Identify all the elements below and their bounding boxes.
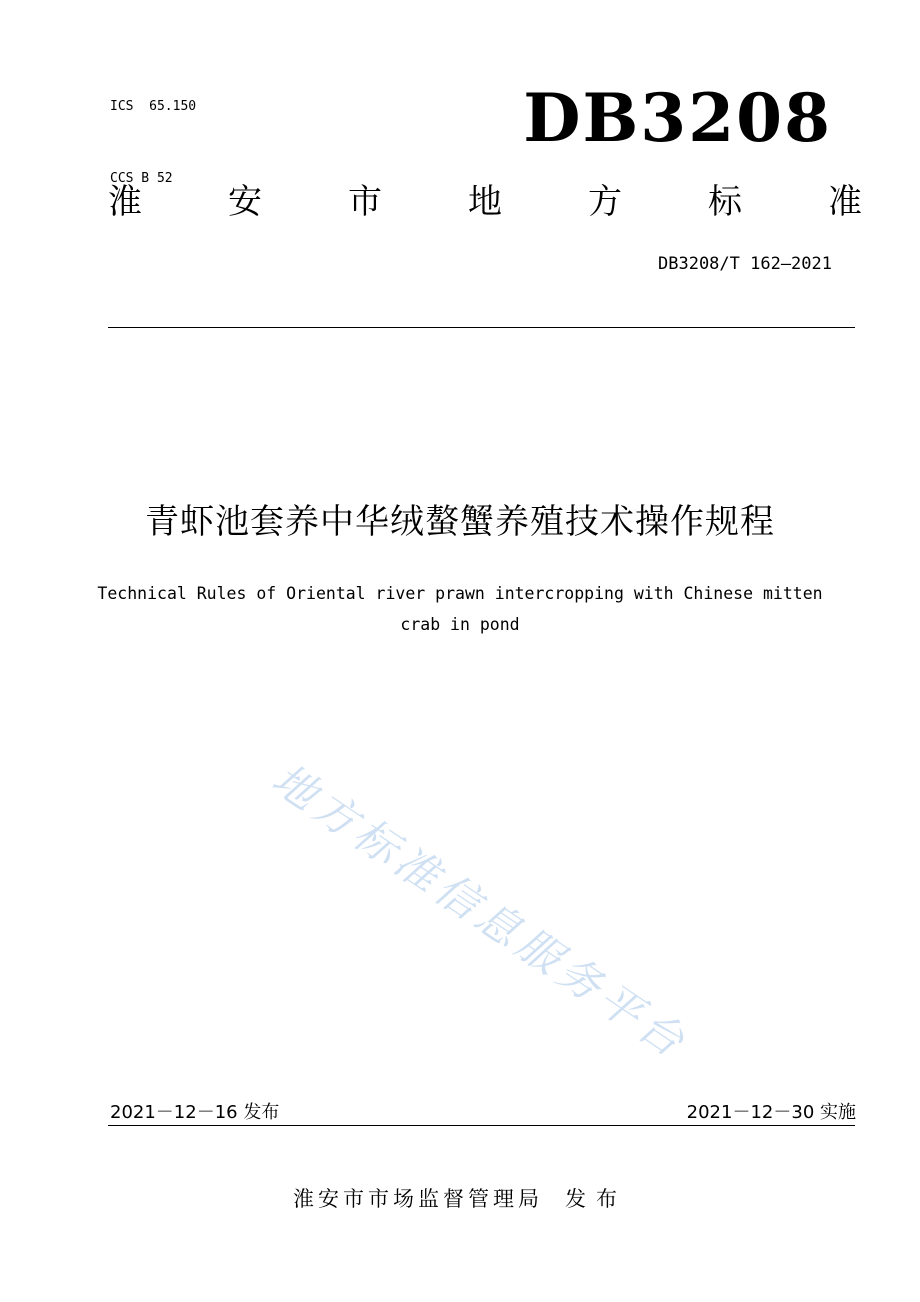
- english-title-line: Technical Rules of Oriental river prawn intercropping with Chinese mitten: [97, 584, 823, 603]
- standard-code-mark: DB3208: [523, 79, 832, 157]
- issuing-organization: 淮安市市场监督管理局: [293, 1187, 543, 1211]
- issuer-line: [0, 1184, 920, 1214]
- standard-type-char: 安: [228, 182, 262, 222]
- standard-type-char: 淮: [108, 182, 142, 222]
- standard-type-char: 标: [708, 182, 742, 222]
- english-title: [70, 578, 850, 640]
- standard-type-char: 市: [348, 182, 382, 222]
- standard-type-char: 准: [828, 182, 862, 222]
- english-title-line: crab in pond: [400, 615, 520, 634]
- footer-divider: [108, 1125, 855, 1126]
- ccs-code: CCS B 52: [110, 171, 173, 186]
- standard-type-char: 地: [468, 182, 502, 222]
- ics-code: ICS 65.150: [110, 99, 197, 114]
- chinese-title: 青虾池套养中华绒螯蟹养殖技术操作规程: [145, 502, 775, 542]
- issue-date: 2021－12－16 发布: [110, 1102, 280, 1123]
- header-divider: [108, 327, 855, 328]
- watermark: 地方标准信息服务平台: [262, 754, 698, 1070]
- standard-type-heading: [108, 178, 862, 226]
- implementation-date: 2021－12－30 实施: [686, 1102, 856, 1123]
- issuing-action: 发布: [565, 1187, 627, 1211]
- standard-number: DB3208/T 162—2021: [658, 254, 832, 274]
- standard-type-char: 方: [588, 182, 622, 222]
